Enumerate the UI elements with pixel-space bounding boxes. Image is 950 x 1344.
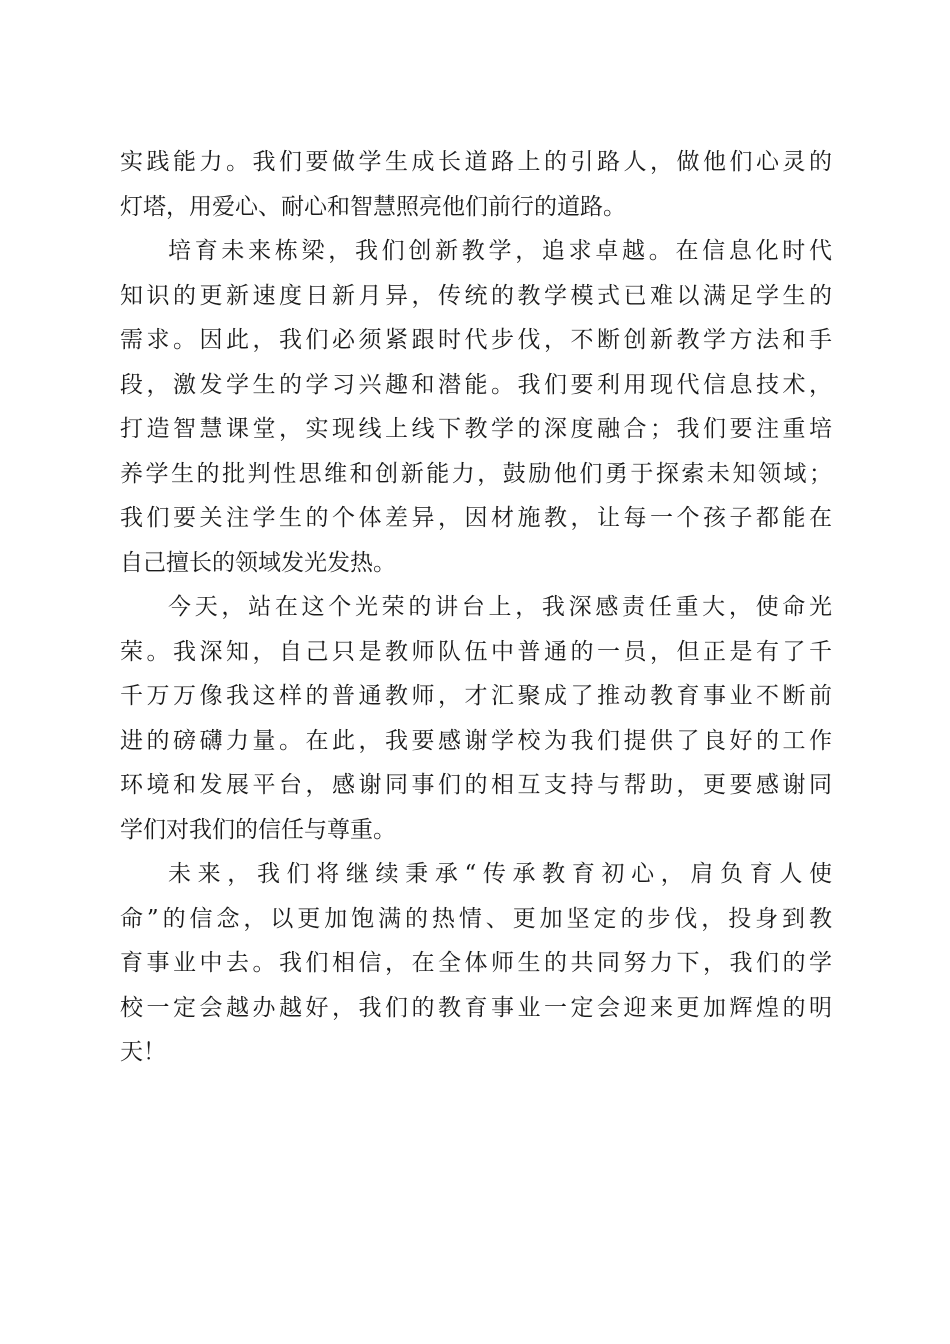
text-line: 千万万像我这样的普通教师，才汇聚成了推动教育事业不断前 — [120, 683, 832, 709]
text-line: 知识的更新速度日新月异，传统的教学模式已难以满足学生的 — [120, 282, 832, 309]
text-line: 养学生的批判性思维和创新能力，鼓励他们勇于探索未知领域； — [120, 460, 832, 487]
text-line: 校一定会越办越好，我们的教育事业一定会迎来更加辉煌的明 — [120, 994, 832, 1021]
text-line: 育事业中去。我们相信，在全体师生的共同努力下，我们的学 — [120, 950, 832, 976]
text-line: 命”的信念，以更加饱满的热情、更加坚定的步伐，投身到教 — [120, 905, 832, 932]
paragraph — [120, 585, 832, 852]
text-line: 未来，我们将继续秉承“传承教育初心，肩负育人使 — [168, 861, 832, 887]
text-line: 环境和发展平台，感谢同事们的相互支持与帮助，更要感谢同 — [120, 772, 832, 798]
text-line: 段，激发学生的学习兴趣和潜能。我们要利用现代信息技术， — [120, 371, 832, 398]
text-line: 荣。我深知，自己只是教师队伍中普通的一员，但正是有了千 — [120, 638, 832, 665]
text-line: 我们要关注学生的个体差异，因材施教，让每一个孩子都能在 — [120, 505, 832, 531]
text-line: 学们对我们的信任与尊重。 — [120, 816, 396, 843]
text-line: 进的磅礴力量。在此，我要感谢学校为我们提供了良好的工作 — [120, 727, 832, 754]
paragraph — [120, 852, 832, 1075]
paragraph — [120, 140, 832, 229]
document-body — [120, 140, 832, 1075]
text-line: 打造智慧课堂，实现线上线下教学的深度融合；我们要注重培 — [120, 416, 832, 442]
text-line: 自己擅长的领域发光发热。 — [120, 549, 396, 576]
text-line: 培育未来栋梁，我们创新教学，追求卓越。在信息化时代 — [168, 238, 832, 264]
text-line: 需求。因此，我们必须紧跟时代步伐，不断创新教学方法和手 — [120, 327, 832, 353]
text-line: 天！ — [120, 1039, 166, 1065]
paragraph — [120, 229, 832, 585]
text-line: 实践能力。我们要做学生成长道路上的引路人，做他们心灵的 — [120, 149, 832, 175]
text-line: 灯塔，用爱心、耐心和智慧照亮他们前行的道路。 — [120, 193, 626, 220]
text-line: 今天，站在这个光荣的讲台上，我深感责任重大，使命光 — [168, 594, 832, 620]
